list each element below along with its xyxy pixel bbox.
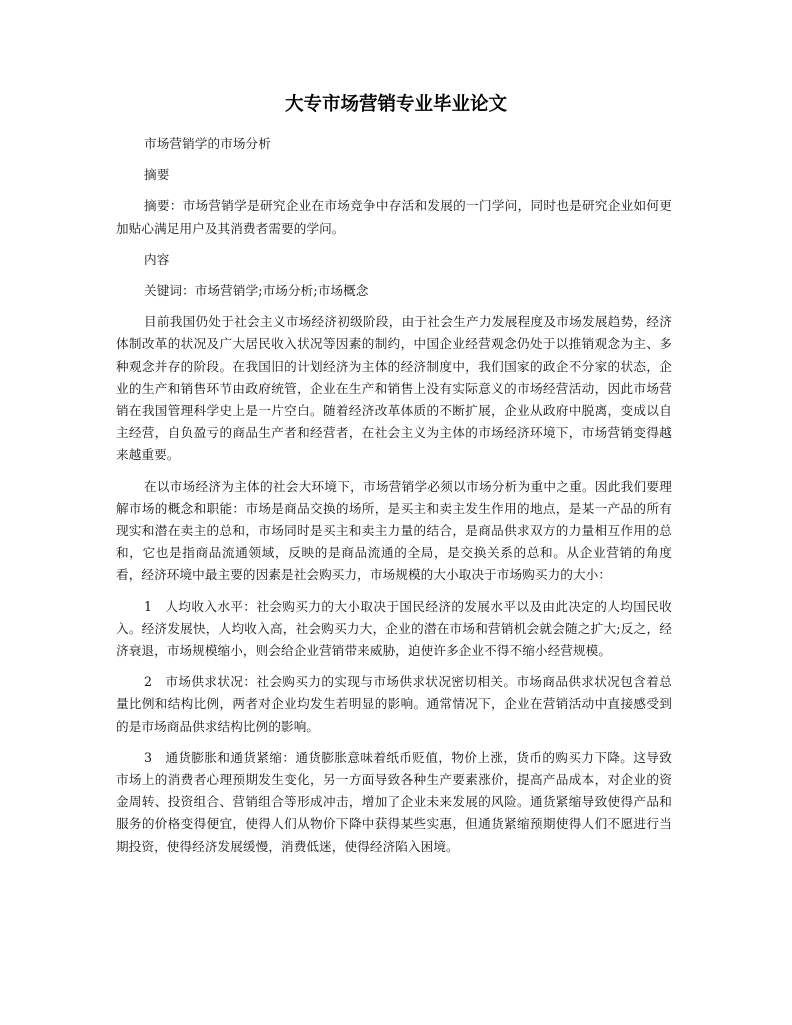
paragraph-abstract-heading: 摘要	[144, 167, 170, 183]
paragraph-list-item: 3 通货膨胀和通货紧缩：通货膨胀意味着纸币贬值，物价上涨，货币的购买力下降。这导致市场上的消费者心理预期发生变化，另一方面导致各种生产要素涨价，提高产品成本，对企业的资金周转、投资组合、营销组合等形成冲击，增加了企业未来发展的风险。通货紧缩导致使得产品和服务的价格变得便宜，使得人们从物价下降中获得某些实惠，但通货紧缩预期使得人们不愿进行当期投资，使得经济发展缓慢，消费低迷，使得经济陷入困境。	[116, 749, 672, 854]
paragraph-keywords: 关键词：市场营销学;市场分析;市场概念	[144, 283, 369, 299]
document-body	[116, 133, 672, 858]
paragraph-body: 目前我国仍处于社会主义市场经济初级阶段，由于社会生产力发展程度及市场发展趋势，经济体制改革的状况及广大居民收入状况等因素的制约，中国企业经营观念仍处于以推销观念为主、多种观念并存的阶段。在我国旧的计划经济为主体的经济制度中，我们国家的政企不分家的状态，企业的生产和销售环节由政府统管，企业在生产和销售上没有实际意义的市场经营活动，因此市场营销在我国管理科学史上是一片空白。随着经济改革体质的不断扩展，企业从政府中脱离，变成以自主经营，自负盈亏的商品生产者和经营者，在社会主义为主体的市场经济环境下，市场营销变得越来越重要。	[116, 314, 672, 463]
paragraph-list-item: 1 人均收入水平：社会购买力的大小取决于国民经济的发展水平以及由此决定的人均国民收入。经济发展快，人均收入高，社会购买力大，企业的潜在市场和营销机会就会随之扩大;反之，经济衰退，市场规模缩小，则会给企业营销带来威胁，迫使许多企业不得不缩小经营规模。	[116, 598, 672, 659]
paragraph-body: 在以市场经济为主体的社会大环境下，市场营销学必须以市场分析为重中之重。因此我们要理解市场的概念和职能：市场是商品交换的场所，是买主和卖主发生作用的地点，是某一产品的所有现实和潜在卖主的总和，市场同时是买主和卖主力量的结合，是商品供求双方的力量相互作用的总和，它也是指商品流通领域，反映的是商品流通的全局，是交换关系的总和。从企业营销的角度看，经济环境中最主要的因素是社会购买力，市场规模的大小取决于市场购买力的大小：	[116, 478, 672, 583]
paragraph-content-heading: 内容	[144, 251, 170, 267]
paragraph-list-item: 2 市场供求状况：社会购买力的实现与市场供求状况密切相关。市场商品供求状况包含着总量比例和结构比例，两者对企业均发生若明显的影响。通常情况下，企业在营销活动中直接感受到的是市场商品供求结构比例的影响。	[116, 674, 672, 734]
paragraph-subtitle: 市场营销学的市场分析	[144, 136, 271, 151]
document-title: 大专市场营销专业毕业论文	[284, 94, 507, 115]
paragraph-abstract: 摘要：市场营销学是研究企业在市场竞争中存活和发展的一门学问，同时也是研究企业如何更加贴心满足用户及其消费者需要的学问。	[116, 198, 672, 236]
